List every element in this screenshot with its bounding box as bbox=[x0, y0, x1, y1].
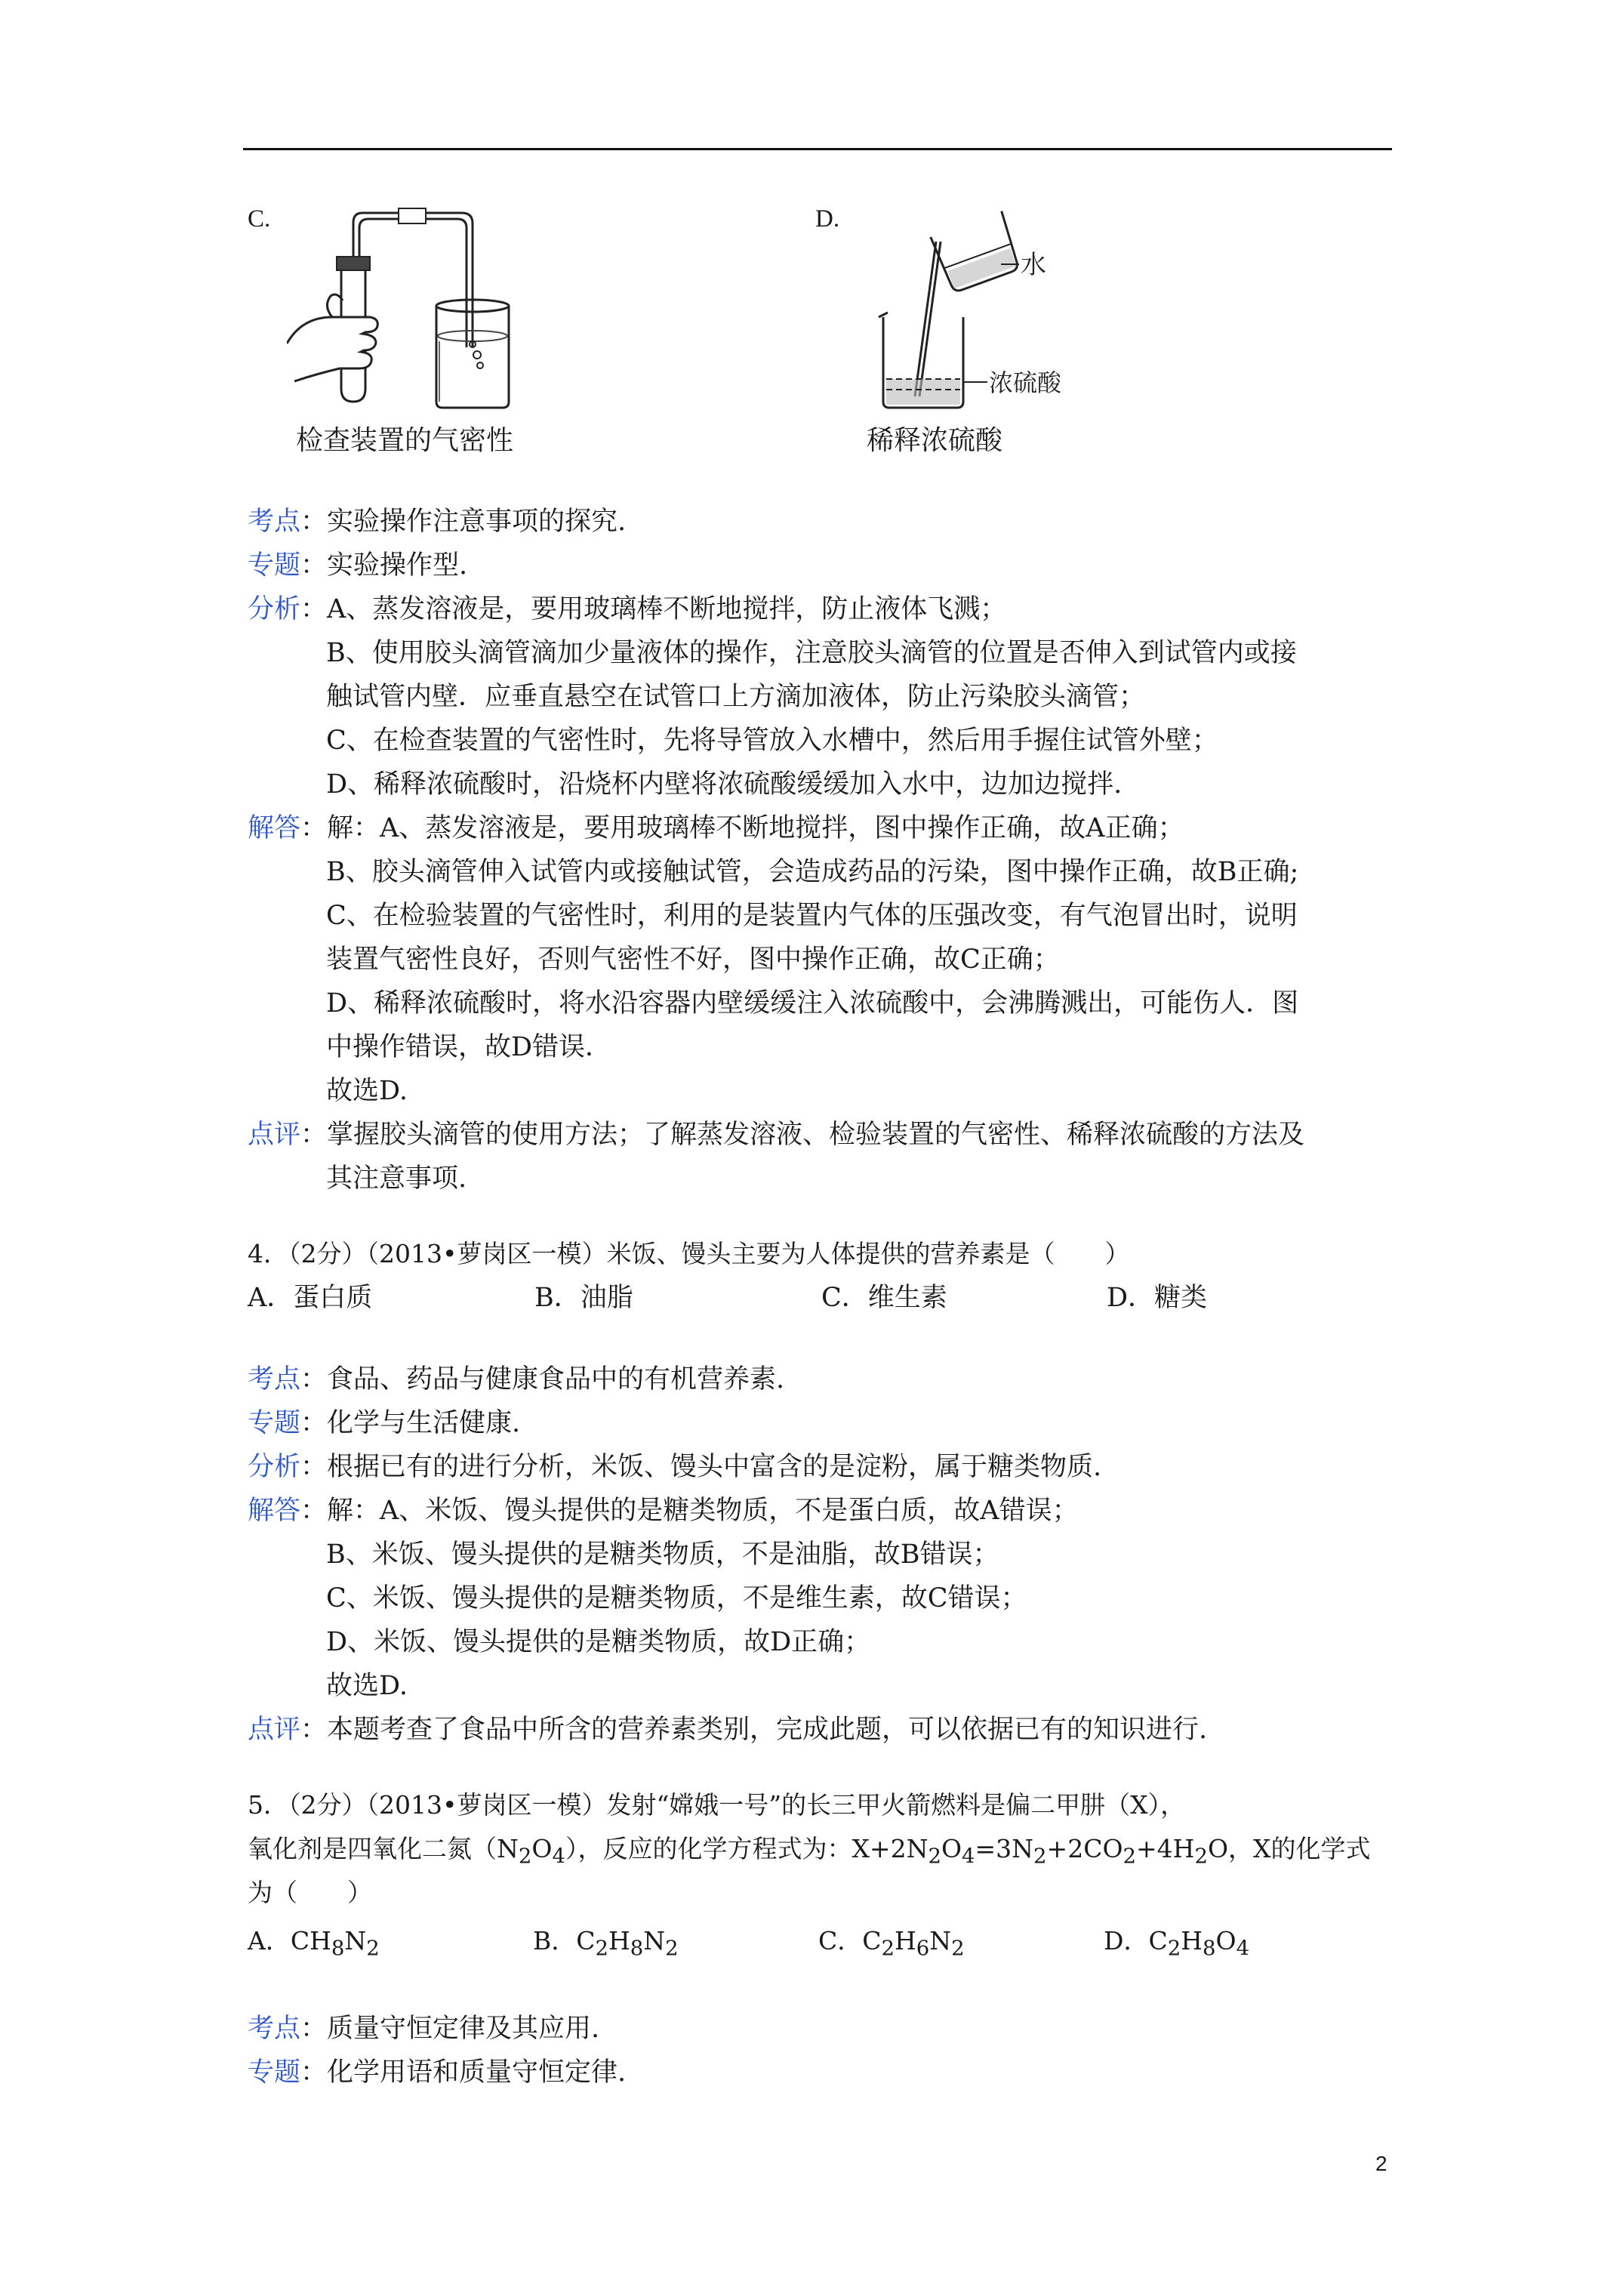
q5-zhuanti: 专题：化学用语和质量守恒定律. bbox=[248, 2057, 627, 2088]
q4-jieda-line: D、米饭、馒头提供的是糖类物质，故D正确； bbox=[326, 1627, 871, 1657]
q3-fenxi: 分析：A、蒸发溶液是，要用玻璃棒不断地搅拌，防止液体飞溅； bbox=[248, 594, 1007, 624]
q5-stem-line1: 5．（2分）（2013•萝岗区一模）发射“嫦娥一号”的长三甲火箭燃料是偏二甲肼（X）， bbox=[248, 1790, 1186, 1820]
q3-fenxi-line: D、稀释浓硫酸时，沿烧杯内壁将浓硫酸缓缓加入水中，边加边搅拌. bbox=[326, 769, 1123, 800]
q4-jieda-line: 故选D. bbox=[326, 1671, 408, 1701]
acid-label: 浓硫酸 bbox=[989, 368, 1062, 397]
header-rule bbox=[243, 148, 1392, 150]
q5-stem-line3: 为（ ） bbox=[248, 1878, 372, 1907]
q4-option-d: D．糖类 bbox=[1107, 1283, 1208, 1313]
q4-dianping: 点评：本题考查了食品中所含的营养素类别，完成此题，可以依据已有的知识进行. bbox=[248, 1715, 1208, 1745]
q5-stem-line2: 氧化剂是四氧化二氮$(N_2O_4)$，反应的化学方程式为：$X+2N_2O_4=3N_2+2CO_2+4H_2O$，X的化学式 bbox=[248, 1834, 1371, 1869]
q3-fenxi-line: C、在检查装置的气密性时，先将导管放入水槽中，然后用手握住试管外壁； bbox=[326, 726, 1218, 756]
q3-jieda: 解答：解：A、蒸发溶液是，要用玻璃棒不断地搅拌，图中操作正确，故A正确； bbox=[248, 813, 1184, 843]
q3-zhuanti: 专题：实验操作型. bbox=[248, 550, 468, 581]
q3-dianping-line: 其注意事项. bbox=[326, 1163, 467, 1194]
q3-fenxi-line: 触试管内壁．应垂直悬空在试管口上方滴加液体，防止污染胶头滴管； bbox=[326, 682, 1146, 712]
q3-jieda-line: B、胶头滴管伸入试管内或接触试管，会造成药品的污染，图中操作正确，故B正确; bbox=[326, 857, 1299, 887]
q4-jieda-line: B、米饭、馒头提供的是糖类物质，不是油脂，故B错误； bbox=[326, 1539, 999, 1570]
q3-jieda-line: C、在检验装置的气密性时，利用的是装置内气体的压强改变，有气泡冒出时，说明 bbox=[326, 901, 1298, 931]
q4-option-a: A．蛋白质 bbox=[248, 1283, 373, 1313]
water-label: 水 bbox=[1021, 250, 1046, 280]
q5-option-d: D．$C_2H_8O_4$ bbox=[1104, 1926, 1250, 1961]
dilute-sulfuric-acid-illustration bbox=[861, 204, 1087, 411]
q3-jieda-line: 装置气密性良好，否则气密性不好，图中操作正确，故C正确； bbox=[326, 945, 1060, 975]
figure-d-caption: 稀释浓硫酸 bbox=[867, 425, 1003, 456]
q5-kaodian: 考点：质量守恒定律及其应用. bbox=[248, 2014, 600, 2044]
q3-dianping: 点评：掌握胶头滴管的使用方法；了解蒸发溶液、检验装置的气密性、稀释浓硫酸的方法及 bbox=[248, 1120, 1305, 1150]
q4-options bbox=[248, 1276, 1207, 1320]
figure-c-label: C. bbox=[248, 205, 271, 233]
q3-jieda-line: 中操作错误，故D错误． bbox=[326, 1032, 612, 1062]
q4-stem: 4．（2分）（2013•萝岗区一模）米饭、馒头主要为人体提供的营养素是（ ） bbox=[248, 1239, 1130, 1268]
q4-option-c: C．维生素 bbox=[821, 1283, 947, 1313]
airtightness-check-illustration bbox=[287, 204, 513, 411]
figure-c-caption: 检查装置的气密性 bbox=[296, 425, 514, 456]
q4-fenxi: 分析：根据已有的进行分析，米饭、馒头中富含的是淀粉，属于糖类物质. bbox=[248, 1452, 1102, 1482]
q3-jieda-line: 故选D. bbox=[326, 1076, 408, 1106]
q4-zhuanti: 专题：化学与生活健康. bbox=[248, 1408, 521, 1438]
q3-jieda-line: D、稀释浓硫酸时，将水沿容器内壁缓缓注入浓硫酸中，会沸腾溅出，可能伤人．图 bbox=[326, 988, 1299, 1019]
q3-fenxi-line: B、使用胶头滴管滴加少量液体的操作，注意胶头滴管的位置是否伸入到试管内或接 bbox=[326, 638, 1297, 668]
q5-options bbox=[248, 1919, 1249, 1971]
q5-option-b: B．$C_2H_8N_2$ bbox=[533, 1926, 679, 1961]
q4-jieda-line: C、米饭、馒头提供的是糖类物质，不是维生素，故C错误； bbox=[326, 1583, 1027, 1613]
page-number: 2 bbox=[1375, 2152, 1387, 2175]
q5-option-a: A．$CH_8N_2$ bbox=[248, 1926, 380, 1961]
figure-d-label: D. bbox=[815, 205, 840, 233]
q4-option-b: B．油脂 bbox=[534, 1283, 633, 1313]
q4-jieda: 解答：解：A、米饭、馒头提供的是糖类物质，不是蛋白质，故A错误； bbox=[248, 1496, 1079, 1526]
q5-option-c: C．$C_2H_6N_2$ bbox=[818, 1926, 965, 1961]
q4-kaodian: 考点：食品、药品与健康食品中的有机营养素. bbox=[248, 1364, 785, 1395]
q3-kaodian: 考点：实验操作注意事项的探究. bbox=[248, 507, 627, 537]
